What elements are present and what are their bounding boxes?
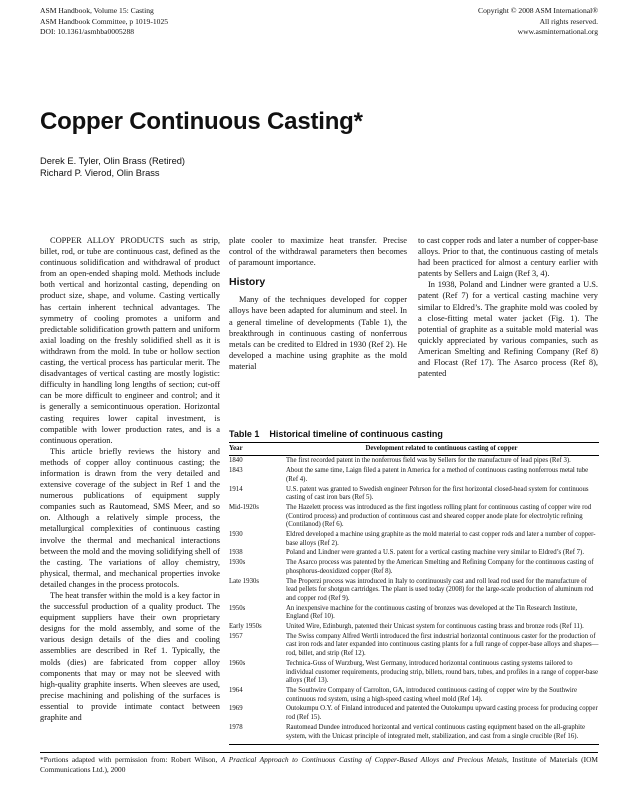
table-row (229, 605, 599, 622)
author-list (40, 155, 185, 179)
table-cell-event: The first recorded patent in the nonferrous field was by Sellers for the manufacture of lead pipes (Ref 3). (286, 457, 571, 465)
table-cell-event: The Southwire Company of Carrolton, GA, introduced continuous casting of copper wire by the Southwire continuous rod system, using a high-speed casting wheel mold (Ref 14). (286, 686, 578, 703)
table-header-event: Development related to continuous casting of copper (365, 444, 518, 452)
intro-paragraph: COPPER ALLOY PRODUCTS such as strip, billet, rod, or tube are continuous cast, defined as the continuous solidification and withdrawal of product from an open-ended shaping mold. Methods include both vertical and horizontal casting, depending on product size, shape, and volume. Casting vertically has certain inherent technical advantages. The symmetry of cooling promotes a uniform and predictable solidification growth pattern and uniform axial loading on the freshly solidified shell as it is withdrawn from the mold. In tube or hollow section casting, the vertical process has particular merit. The disadvantages of vertical casting are mostly logistic: difficulty in handling long lengths of section; cut-off can be more difficult to engineer and control; and it is generally a semicontinuous operation. Horizontal casting requires lower capital investment, is compatible with lower production rates, and is a continuous operation. (40, 236, 220, 445)
table-cell-year: 1950s (229, 604, 246, 612)
table-cell-event: The Hazelett process was introduced as the first ingotless rolling plant for continuous casting of copper wire rod (Contirod process) and production of continuous cast and sheared copper anode plate for electrolytic refining (Contilanod) (Ref 6). (286, 503, 592, 529)
footnote-prefix: *Portions adapted with permission from: Robert Wilson, (40, 755, 218, 764)
table-header-row (229, 442, 599, 457)
table-cell-year: 1957 (229, 632, 243, 640)
table-cell-event: U.S. patent was granted to Swedish engineer Pehrson for the first horizontal closed-head system for continuous casting of cast iron bars (Ref 5). (286, 485, 589, 502)
header-volume: ASM Handbook, Volume 15: Casting (40, 6, 154, 15)
table-row (229, 486, 599, 503)
running-header-left (40, 6, 168, 38)
section-heading-history: History (229, 276, 266, 289)
table-row (229, 578, 599, 604)
table-row (229, 531, 599, 548)
table-caption-text: Historical timeline of continuous casting (269, 429, 443, 439)
table-body (229, 457, 599, 745)
table-cell-year: 1938 (229, 549, 243, 557)
table-row (229, 467, 599, 484)
table-cell-year: 1843 (229, 467, 243, 475)
heat-transfer-paragraph: The heat transfer within the mold is a key factor in the successful production of a quality product. The equipment suppliers have their own proprietary designs for the mold assembly, and some of the various design details of the dies and cooling assemblies are described in Ref 1. Typically, the molds (dies) are fabricated from copper alloy components that may or may not be sleeved with high-quality graphite inserts. When sleeves are used, precise machining and polishing of the surfaces is essential to provide intimate contact between graphite and (40, 591, 220, 723)
table-cell-event: Technica-Guss of Wurzburg, West Germany, introduced horizontal continuous casting systems tailored to individual customer requirements, producing strip, billets, round bars, tubes, and profiles in a range of copper-base alloys (Ref 13). (286, 659, 599, 685)
table-cell-year: 1964 (229, 686, 243, 694)
table-cell-year: Early 1950s (229, 623, 262, 631)
table-row (229, 633, 599, 659)
table-label: Table 1 (229, 429, 260, 439)
header-committee: ASM Handbook Committee, p 1019-1025 (40, 16, 169, 26)
table-cell-event: United Wire, Edinburgh, patented their Unicast system for continuous casting brass and bronze rods (Ref 11). (286, 623, 584, 631)
header-rights: All rights reserved. (539, 16, 598, 26)
column-2 (229, 235, 407, 372)
table-row (229, 623, 599, 632)
footnote (40, 755, 598, 775)
continued-paragraph: plate cooler to maximize heat transfer. Precise control of the withdrawal parameters then becomes of paramount importance. (229, 236, 407, 268)
table-header-year: Year (229, 444, 243, 452)
column-3 (418, 235, 598, 379)
overview-paragraph: This article briefly reviews the history and methods of copper alloy continuous casting; the information is drawn from the very detailed and extensive coverage of the subject in Ref 1 and the numerous publications of equipment supply companies such as Rautomead, SMS Meer, and so on. Although a relatively simple process, the metallurgical complexities of continuous casting involve the thermal and mechanical interactions between the mold and the moving solidifying shell of the casting. The variations of alloy chemistry, physical, thermal, and mechanical properties invoke detailed changes in the process protocols. (40, 446, 220, 589)
footnote-book-title: A Practical Approach to Continuous Casting of Copper-Based Alloys and Precious Metals, (220, 755, 509, 764)
author-1: Derek E. Tyler, Olin Brass (Retired) (40, 156, 186, 166)
table-cell-year: 1930s (229, 559, 246, 567)
header-website-link[interactable]: www.asminternational.org (517, 27, 598, 37)
table-caption (229, 430, 599, 439)
column-1 (40, 235, 220, 723)
author-2: Richard P. Vierod, Olin Brass (40, 168, 160, 178)
table-cell-year: 1969 (229, 705, 243, 713)
table-cell-event: Poland and Lindner were granted a U.S. patent for a vertical casting machine very similar to Eldred’s (Ref 7). (286, 549, 585, 557)
table-cell-year: 1978 (229, 723, 243, 731)
header-copyright: Copyright © 2008 ASM International® (478, 6, 598, 15)
table-cell-event: Rautomead Dundee introduced horizontal and vertical continuous casting equipment based on the all-graphite system, with the Unicast principle of integrated melt, stabilization, and cast from a single crucible (Ref 16). (286, 723, 585, 740)
table-cell-year: 1930 (229, 531, 243, 539)
table-cell-event: Eldred developed a machine using graphite as the mold material to cast copper rods and later a number of copper-base alloys (Ref 2). (286, 531, 596, 547)
footnote-rule (40, 752, 598, 753)
footnote-publisher: Institute of Materials (IOM Communications Ltd.), 2000 (40, 755, 598, 774)
history-paragraph: Many of the techniques developed for copper alloys have been adapted for aluminum and steel. In a general timeline of developments (Table 1), the breakthrough in continuous casting of nonferrous metals can be credited to Eldred in 1930 (Ref 2). He developed a machine using graphite as the mold material (229, 295, 407, 371)
table-cell-event: An inexpensive machine for the continuous casting of bronzes was developed at the Tin Research Institute, England (Ref 10). (286, 604, 578, 621)
table-row (229, 504, 599, 530)
table-row (229, 705, 599, 722)
table-cell-event: About the same time, Laign filed a patent in America for a method of continuous casting nonferrous metal tube (Ref 4). (286, 467, 589, 483)
table-row (229, 457, 599, 466)
table-row (229, 660, 599, 686)
table-cell-year: 1914 (229, 485, 243, 493)
table-row (229, 559, 599, 576)
table-row (229, 687, 599, 704)
poland-lindner-paragraph: In 1938, Poland and Lindner were granted a U.S. patent (Ref 7) for a vertical casting machine very similar to Eldred’s. The graphite mold was cooled by a close-fitting metal water jacket (Fig. 1). The potential of graphite as a suitable mold material was quickly appreciated by various companies, such as American Smelting and Refining Company (Ref 8) and Flocast (Ref 17). The Asarco process (Ref 8), patented (418, 280, 598, 379)
table-cell-event: Outokumpu O.Y. of Finland introduced and patented the Outokumpu upward casting process for producing copper rod (Ref 15). (286, 705, 598, 722)
table-cell-event: The Swiss company Alfred Wertli introduced the first industrial horizontal continuous caster for the production of cast iron rods and later expanded into continuous casting plants for a full range of copper-base alloys and shapes—rod, billet, and strip (Ref 12). (286, 632, 599, 658)
header-doi: DOI: 10.1361/asmhba0005288 (40, 27, 135, 37)
timeline-table (229, 430, 599, 745)
table-cell-event: The Asarco process was patented by the American Smelting and Refining Company for the continuous casting of phosphorus-deoxidized copper (Ref 8). (286, 559, 594, 575)
article-title: Copper Continuous Casting* (40, 108, 363, 135)
continued-paragraph-2: to cast copper rods and later a number of copper-base alloys. Prior to that, the continuous casting of metals had been practiced for almost a century earlier with patents by Sellers and Laign (Ref 3, 4). (418, 236, 598, 279)
table-row (229, 549, 599, 558)
table-cell-year: 1960s (229, 659, 246, 667)
table-cell-year: Late 1930s (229, 577, 260, 585)
table-cell-event: The Properzi process was introduced in Italy to continuously cast and roll lead rod used for the manufacture of lead pellets for shotgun cartridges. The plant is used today (2008) for the large-scale production of aluminum rod and copper rod (Ref 9). (286, 577, 594, 602)
running-header-right (478, 6, 598, 38)
table-cell-year: Mid-1920s (229, 503, 259, 511)
table-cell-year: 1840 (229, 457, 243, 465)
table-row (229, 724, 599, 741)
